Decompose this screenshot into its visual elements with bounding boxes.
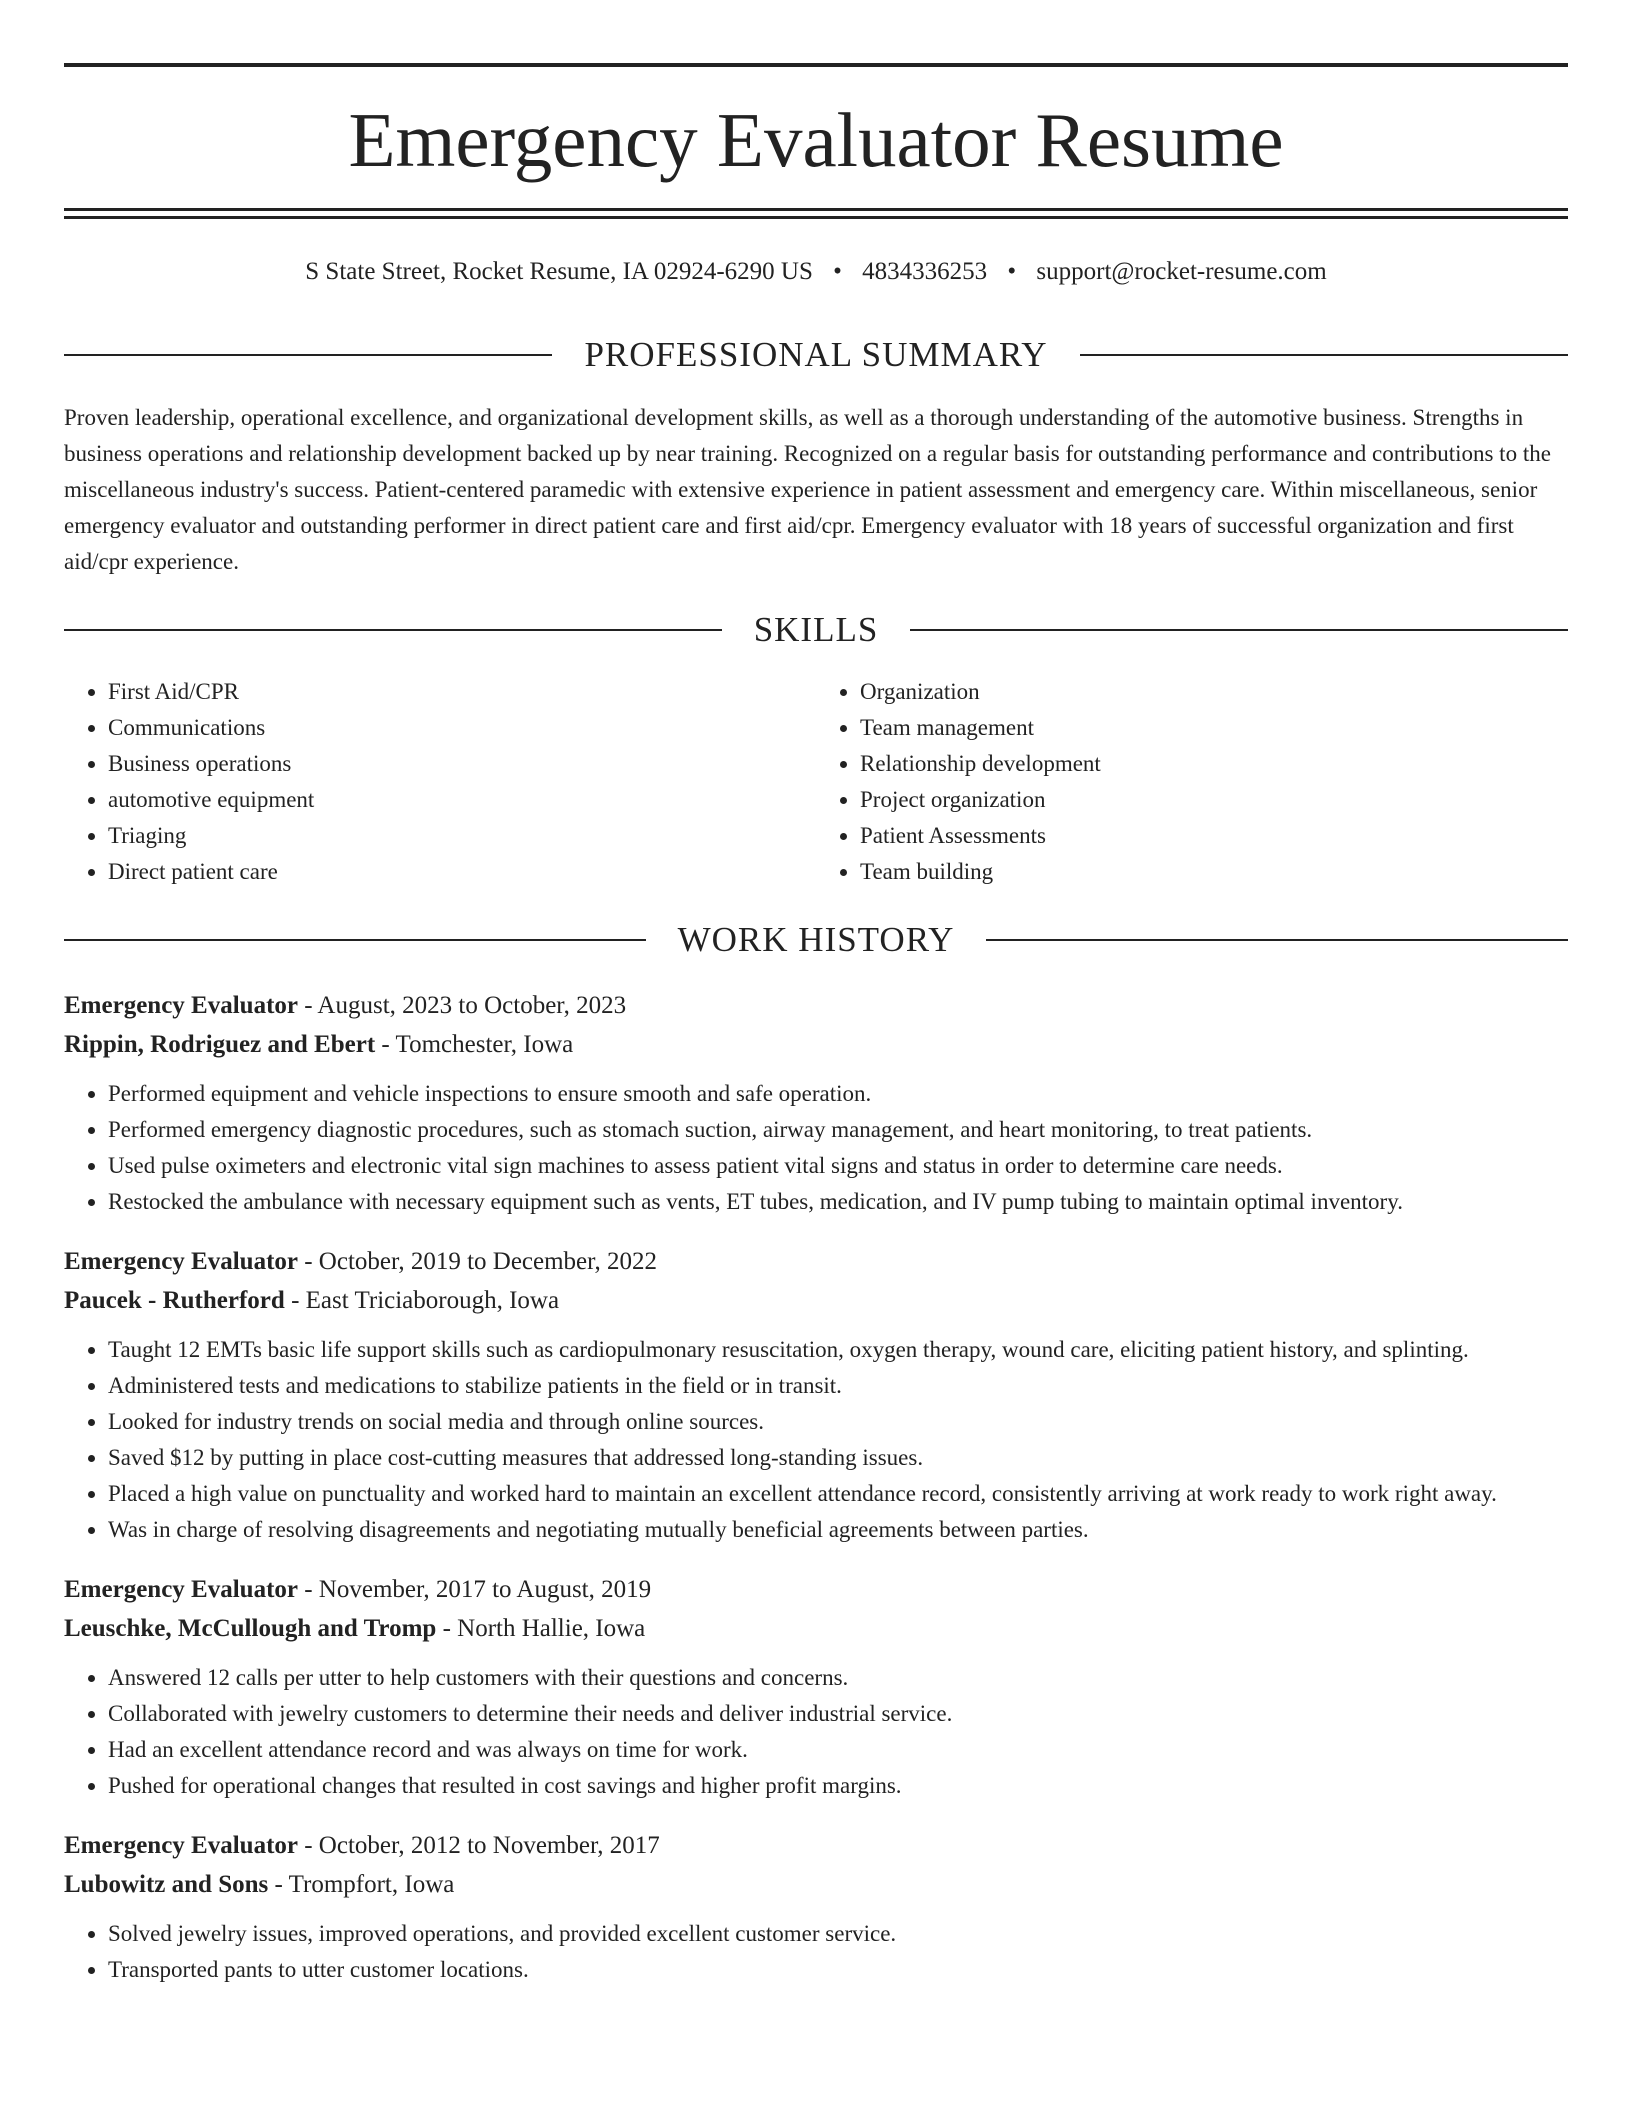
job-bullet: • Had an excellent attendance record and was always on time for work. <box>108 1732 1568 1768</box>
title-rule-lower <box>64 216 1568 219</box>
skill-item: • Team management <box>860 710 1558 746</box>
job-bullet: • Looked for industry trends on social media and through online sources. <box>108 1404 1568 1440</box>
section-rule-left <box>64 354 552 356</box>
skill-item: • Organization <box>860 674 1558 710</box>
job-company: Paucek - Rutherford <box>64 1287 285 1314</box>
contact-address: S State Street, Rocket Resume, IA 02924-6290 US <box>305 258 813 285</box>
contact-line <box>64 254 1568 290</box>
contact-separator: • <box>833 258 842 285</box>
job-bullets <box>64 1332 1568 1548</box>
skills-column-right <box>816 674 1558 890</box>
skill-item: • First Aid/CPR <box>108 674 806 710</box>
contact-separator: • <box>1007 258 1017 285</box>
job-bullet: • Placed a high value on punctuality and worked hard to maintain an excellent attendance record, consistently arriving at work ready to work right away. <box>108 1476 1568 1512</box>
job-dates: - October, 2012 to November, 2017 <box>297 1832 660 1859</box>
job-location: - East Triciaborough, Iowa <box>284 1287 560 1314</box>
professional-summary: Proven leadership, operational excellence, and organizational development skills, as well as a thorough understanding of the automotive business. Strengths in business operations and relationship development backed up by near training. Recognized on a regular basis for outstanding performance and contributions to the miscellaneous industry's success. Patient-centered paramedic with extensive experience in patient assessment and emergency care. Within miscellaneous, senior emergency evaluator and outstanding performer in direct patient care and first aid/cpr. Emergency evaluator with 18 years of successful organization and first aid/cpr experience. <box>64 405 1551 574</box>
section-title-work: WORK HISTORY <box>677 920 955 959</box>
job-bullets <box>64 1916 1568 1988</box>
section-rule-right <box>986 939 1568 941</box>
work-history-list <box>64 986 1568 2010</box>
job-bullet: • Used pulse oximeters and electronic vital sign machines to assess patient vital signs and status in order to determine care needs. <box>108 1148 1568 1184</box>
skill-item: • Patient Assessments <box>860 818 1558 854</box>
section-title-skills: SKILLS <box>753 610 879 649</box>
section-header-work <box>64 918 1568 962</box>
job-bullet: • Solved jewelry issues, improved operations, and provided excellent customer service. <box>108 1916 1568 1952</box>
job-company-line <box>64 1609 1568 1648</box>
job-company-line <box>64 1865 1568 1904</box>
job-company: Lubowitz and Sons <box>64 1871 269 1898</box>
job-entry <box>64 1826 1568 1988</box>
skills-column-left <box>64 674 806 890</box>
job-bullet: • Answered 12 calls per utter to help customers with their questions and concerns. <box>108 1660 1568 1696</box>
section-rule-right <box>1080 354 1568 356</box>
job-bullet: • Performed emergency diagnostic procedures, such as stomach suction, airway management, and heart monitoring, to treat patients. <box>108 1112 1568 1148</box>
section-header-skills <box>64 608 1568 652</box>
job-bullets <box>64 1660 1568 1804</box>
job-entry <box>64 986 1568 1220</box>
job-bullet: • Was in charge of resolving disagreements and negotiating mutually beneficial agreements between parties. <box>108 1512 1568 1548</box>
job-location: - North Hallie, Iowa <box>436 1615 646 1642</box>
job-bullet: • Saved $12 by putting in place cost-cutting measures that addressed long-standing issues. <box>108 1440 1568 1476</box>
job-dates: - November, 2017 to August, 2019 <box>297 1576 652 1603</box>
job-bullet: • Transported pants to utter customer locations. <box>108 1952 1568 1988</box>
job-location: - Trompfort, Iowa <box>268 1871 455 1898</box>
job-title-line <box>64 1826 1568 1865</box>
skill-item: • Direct patient care <box>108 854 806 890</box>
job-entry <box>64 1242 1568 1548</box>
job-bullet: • Performed equipment and vehicle inspections to ensure smooth and safe operation. <box>108 1076 1568 1112</box>
section-title-summary: PROFESSIONAL SUMMARY <box>584 335 1048 374</box>
skills-list <box>64 674 1568 890</box>
job-company: Rippin, Rodriguez and Ebert <box>64 1031 376 1058</box>
job-bullet: • Administered tests and medications to stabilize patients in the field or in transit. <box>108 1368 1568 1404</box>
job-dates: - October, 2019 to December, 2022 <box>297 1248 657 1275</box>
section-rule-left <box>64 629 722 631</box>
contact-phone: 4834336253 <box>862 258 988 285</box>
resume-title: Emergency Evaluator Resume <box>348 97 1284 183</box>
title-rule-upper <box>64 208 1568 211</box>
job-title-line <box>64 1570 1568 1609</box>
job-bullet: • Restocked the ambulance with necessary equipment such as vents, ET tubes, medication, and IV pump tubing to maintain optimal inventory. <box>108 1184 1568 1220</box>
section-rule-left <box>64 939 646 941</box>
job-bullet: • Taught 12 EMTs basic life support skills such as cardiopulmonary resuscitation, oxygen therapy, wound care, eliciting patient history, and splinting. <box>108 1332 1568 1368</box>
skill-item: • Business operations <box>108 746 806 782</box>
job-location: - Tomchester, Iowa <box>375 1031 574 1058</box>
skill-item: • Triaging <box>108 818 806 854</box>
skill-item: • automotive equipment <box>108 782 806 818</box>
job-company: Leuschke, McCullough and Tromp <box>64 1615 437 1642</box>
job-title: Emergency Evaluator <box>64 1576 298 1603</box>
job-title: Emergency Evaluator <box>64 992 298 1019</box>
job-title: Emergency Evaluator <box>64 1248 298 1275</box>
section-rule-right <box>910 629 1568 631</box>
skill-item: • Project organization <box>860 782 1558 818</box>
skill-item: • Communications <box>108 710 806 746</box>
job-entry <box>64 1570 1568 1804</box>
job-dates: - August, 2023 to October, 2023 <box>297 992 627 1019</box>
job-company-line <box>64 1281 1568 1320</box>
top-rule <box>64 63 1568 67</box>
skill-item: • Relationship development <box>860 746 1558 782</box>
job-bullet: • Pushed for operational changes that resulted in cost savings and higher profit margins. <box>108 1768 1568 1804</box>
job-title-line <box>64 1242 1568 1281</box>
job-bullet: • Collaborated with jewelry customers to determine their needs and deliver industrial service. <box>108 1696 1568 1732</box>
section-header-summary <box>64 333 1568 377</box>
contact-email[interactable]: support@rocket-resume.com <box>1036 258 1327 285</box>
job-title-line <box>64 986 1568 1025</box>
job-bullets <box>64 1076 1568 1220</box>
job-title: Emergency Evaluator <box>64 1832 298 1859</box>
job-company-line <box>64 1025 1568 1064</box>
skill-item: • Team building <box>860 854 1558 890</box>
